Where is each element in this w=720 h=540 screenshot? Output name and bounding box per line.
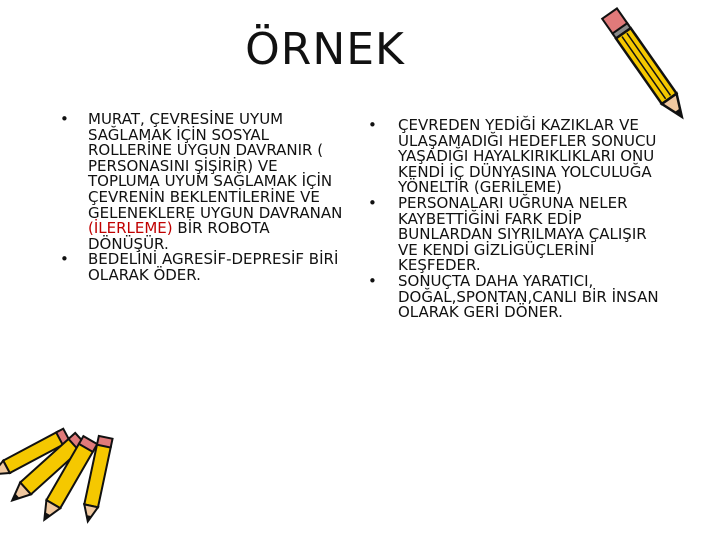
bullet-text: BEDELİNİ AGRESİF-DEPRESİF BİRİ OLARAK ÖDER. bbox=[88, 250, 339, 284]
list-item bbox=[368, 193, 668, 275]
pencil-icon bbox=[592, 2, 712, 122]
right-bullet-list bbox=[368, 118, 668, 321]
left-column bbox=[60, 112, 345, 284]
bullet-text: ÇEVREDEN YEDİĞİ KAZIKLAR VE ULAŞAMADIĞI HEDEFLER SONUCU YAŞADIĞI HAYALKIRIKLIKLARI ONU KENDİ İÇ DÜNYASINA YOLCULUĞA YÖNELTİR (GERİLEME) bbox=[398, 116, 657, 197]
list-item bbox=[60, 252, 345, 283]
bullet-text: BİR ROBOTA DÖNÜŞÜR. bbox=[88, 219, 270, 253]
pencils-cluster-icon bbox=[0, 418, 150, 538]
highlight-text: (İLERLEME) bbox=[88, 219, 173, 238]
bullet-text: MURAT, ÇEVRESİNE UYUM SAĞLAMAK İÇİN SOSYAL ROLLERİNE UYGUN DAVRANIR ( PERSONASINI ŞİŞİRİR) VE TOPLUMA UYUM SAĞLAMAK İÇİN ÇEVRENİN BEKLENTİLERİNE VE GELENEKLERE UYGUN DAVRANAN bbox=[88, 110, 343, 222]
slide-title: ÖRNEK bbox=[245, 24, 405, 75]
bullet-text: SONUÇTA DAHA YARATICI, DOĞAL,SPONTAN,CANLI BİR İNSAN OLARAK GERİ DÖNER. bbox=[398, 271, 659, 322]
list-item bbox=[368, 271, 668, 322]
left-bullet-list bbox=[60, 112, 345, 284]
bullet-text: PERSONALARI UĞRUNA NELER KAYBETTİĞİNİ FARK EDİP BUNLARDAN SIYRILMAYA ÇALIŞIR VE KENDİ GİZLİGÜÇLERİNİ KEŞFEDER. bbox=[398, 193, 647, 275]
list-item bbox=[60, 112, 345, 252]
list-item bbox=[368, 118, 668, 196]
right-column bbox=[368, 118, 668, 321]
